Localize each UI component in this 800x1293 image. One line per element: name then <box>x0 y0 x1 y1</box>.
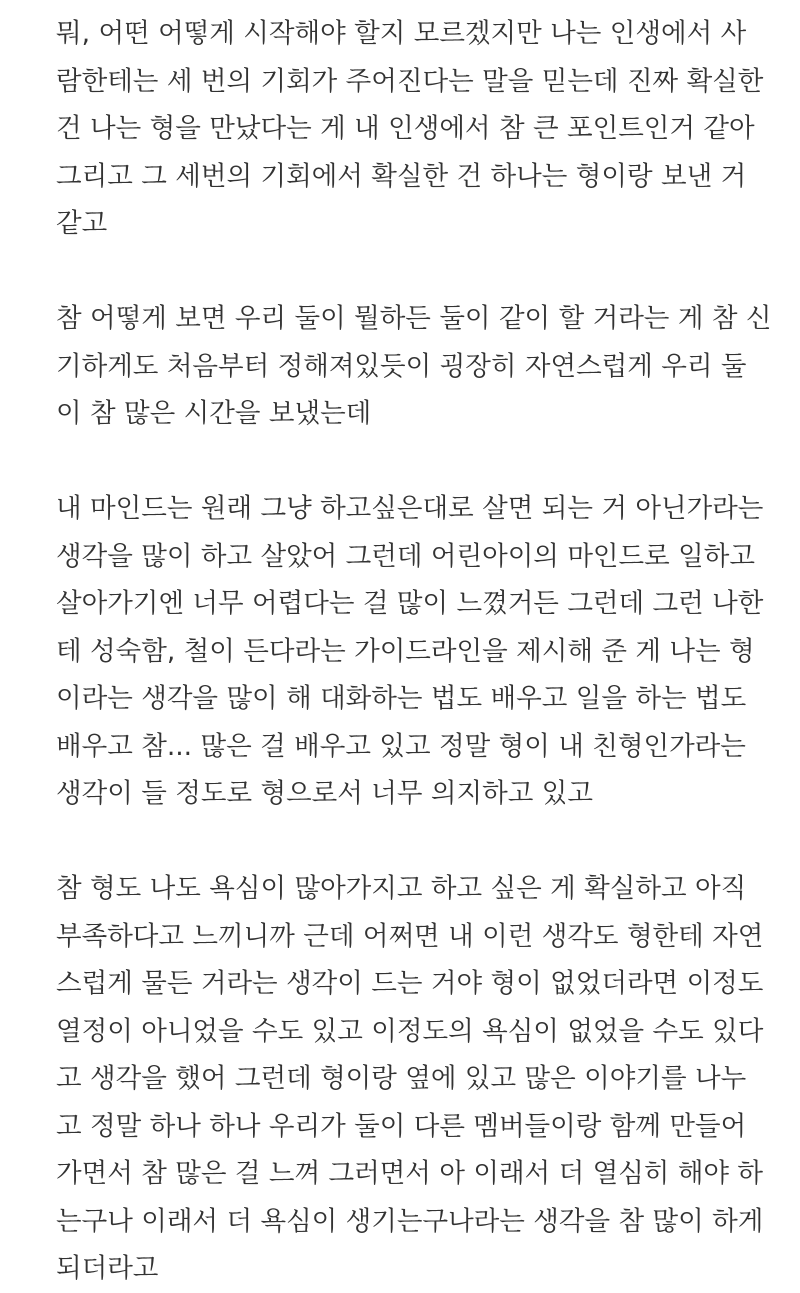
text-line: 배우고 참... 많은 걸 배우고 있고 정말 형이 내 친형인가라는 <box>56 730 746 762</box>
text-line: 그리고 그 세번의 기회에서 확실한 건 하나는 형이랑 보낸 거 <box>56 160 747 192</box>
paragraph-2 <box>56 295 776 438</box>
text-line: 고 정말 하나 하나 우리가 둘이 다른 멤버들이랑 함께 만들어 <box>56 1110 747 1142</box>
text-line: 는구나 이래서 더 욕심이 생기는구나라는 생각을 참 많이 하게 <box>56 1205 764 1237</box>
text-line: 람한테는 세 번의 기회가 주어진다는 말을 믿는데 진짜 확실한 <box>56 65 764 97</box>
text-line: 고 생각을 했어 그런데 형이랑 옆에 있고 많은 이야기를 나누 <box>56 1063 747 1094</box>
text-line: 가면서 참 많은 걸 느껴 그러면서 아 이래서 더 열심히 해야 하 <box>56 1158 764 1189</box>
text-line: 기하게도 처음부터 정해져있듯이 굉장히 자연스럽게 우리 둘 <box>56 350 747 382</box>
text-line: 내 마인드는 원래 그냥 하고싶은대로 살면 되는 거 아닌가라는 <box>56 493 764 524</box>
text-line: 뭐, 어떤 어떻게 시작해야 할지 모르겠지만 나는 인생에서 사 <box>56 18 747 49</box>
paragraph-1 <box>56 10 776 248</box>
paragraph-3 <box>56 485 776 818</box>
text-line: 부족하다고 느끼니까 근데 어쩌면 내 이런 생각도 형한테 자연 <box>56 920 764 952</box>
text-line: 같고 <box>56 208 108 239</box>
text-line: 이라는 생각을 많이 해 대화하는 법도 배우고 일을 하는 법도 <box>56 683 747 714</box>
paragraph-4 <box>56 865 776 1293</box>
text-line: 건 나는 형을 만났다는 게 내 인생에서 참 큰 포인트인거 같아 <box>56 113 755 144</box>
letter-body <box>56 10 776 1293</box>
text-line: 참 형도 나도 욕심이 많아가지고 하고 싶은 게 확실하고 아직 <box>56 873 747 904</box>
text-line: 스럽게 물든 거라는 생각이 드는 거야 형이 없었더라면 이정도 <box>56 968 764 999</box>
text-line: 생각이 들 정도로 형으로서 너무 의지하고 있고 <box>56 778 593 809</box>
text-line: 되더라고 <box>56 1253 159 1284</box>
text-line: 열정이 아니었을 수도 있고 이정도의 욕심이 없었을 수도 있다 <box>56 1015 764 1047</box>
text-line: 이 참 많은 시간을 보냈는데 <box>56 398 372 429</box>
text-line: 참 어떻게 보면 우리 둘이 뭘하든 둘이 같이 할 거라는 게 참 신 <box>56 303 772 334</box>
text-line: 생각을 많이 하고 살았어 그런데 어린아이의 마인드로 일하고 <box>56 540 755 572</box>
text-line: 테 성숙함, 철이 든다라는 가이드라인을 제시해 준 게 나는 형 <box>56 635 755 667</box>
text-line: 살아가기엔 너무 어렵다는 걸 많이 느꼈거든 그런데 그런 나한 <box>56 588 764 619</box>
